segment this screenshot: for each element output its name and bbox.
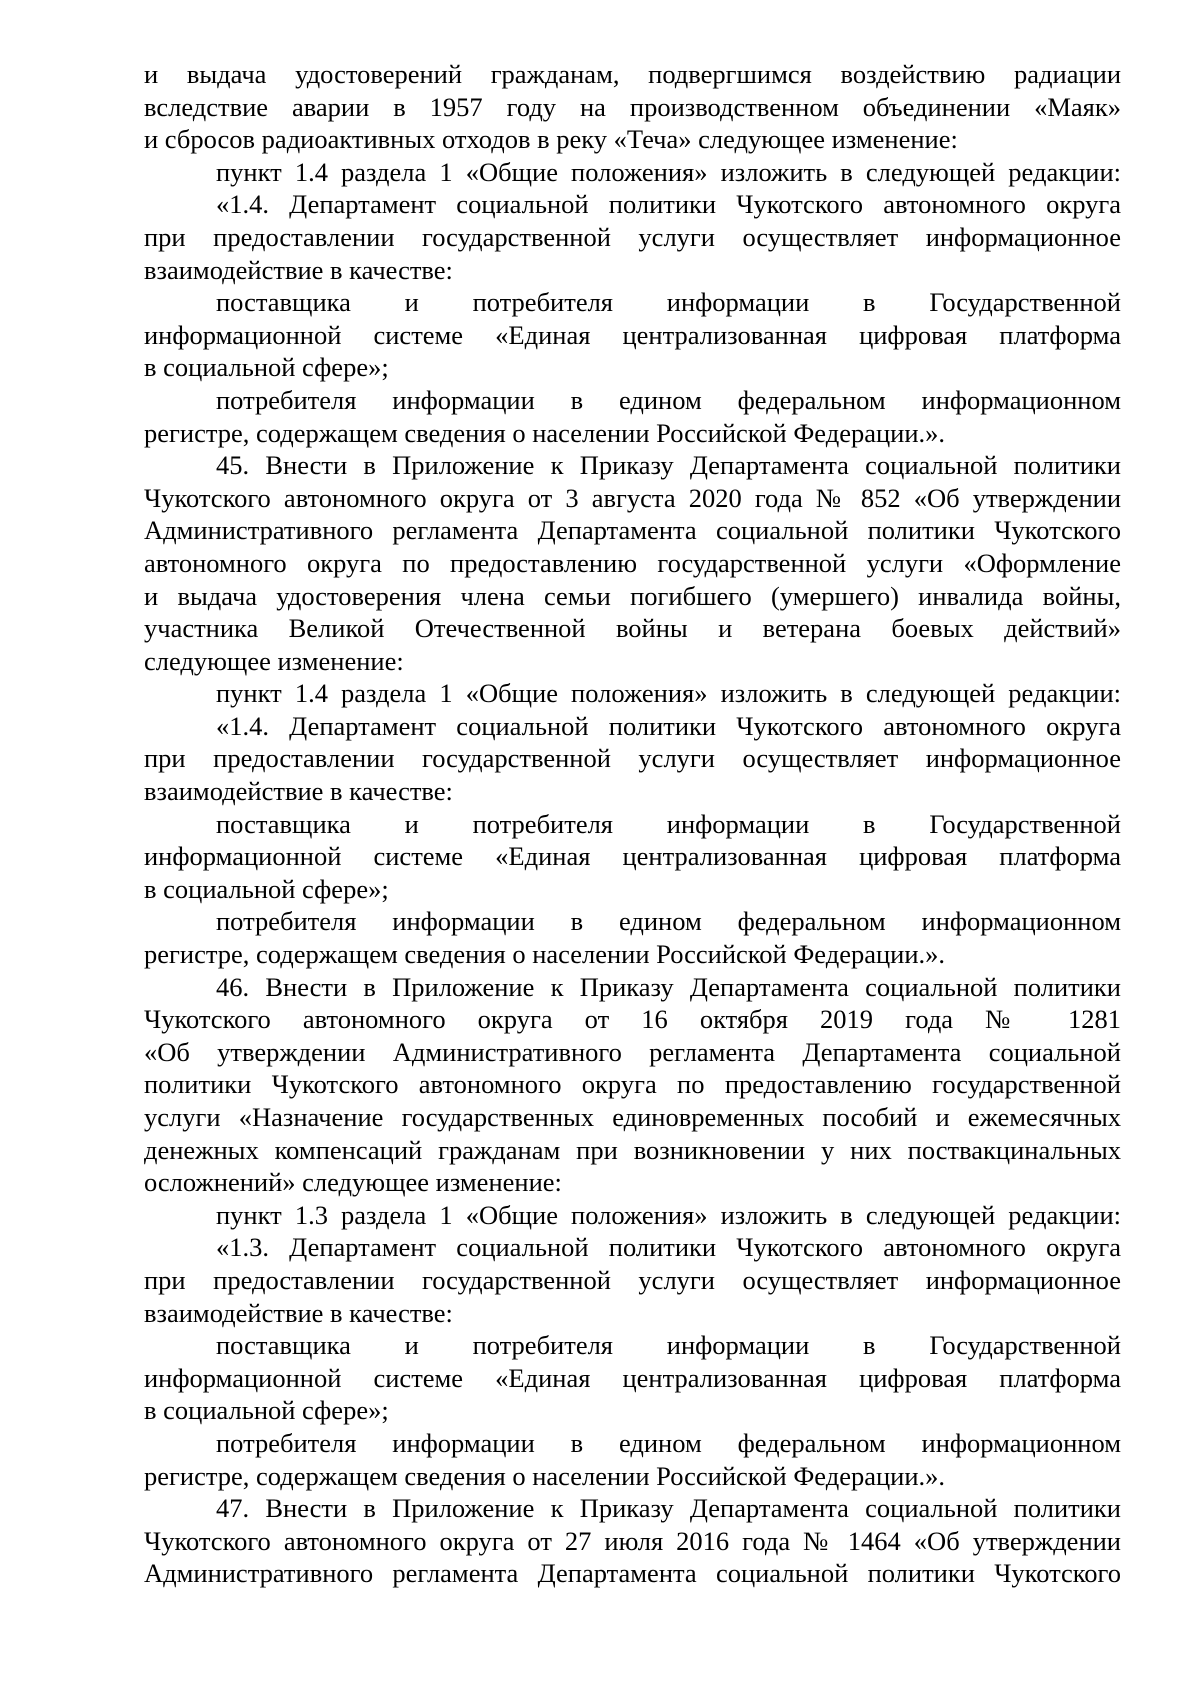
text-line: поставщика и потребителя информации в Государственной xyxy=(216,287,1121,318)
text-line: политики Чукотского автономного округа по предоставлению государственной xyxy=(144,1069,1121,1100)
text-line: следующее изменение: xyxy=(144,645,404,676)
text-line: при предоставлении государственной услуги осуществляет информационное xyxy=(144,743,1121,774)
text-line: 45. Внести в Приложение к Приказу Департамента социальной политики xyxy=(216,450,1121,481)
text-line: информационной системе «Единая централизованная цифровая платформа xyxy=(144,319,1121,350)
text-line: потребителя информации в едином федеральном информационном xyxy=(216,1427,1121,1458)
text-line: поставщика и потребителя информации в Государственной xyxy=(216,808,1121,839)
text-line: услуги «Назначение государственных единовременных пособий и ежемесячных xyxy=(144,1102,1121,1132)
text-line: в социальной сфере»; xyxy=(144,1395,389,1426)
text-line: 47. Внести в Приложение к Приказу Департамента социальной политики xyxy=(216,1493,1121,1524)
text-line: информационной системе «Единая централизованная цифровая платформа xyxy=(144,841,1121,872)
text-line: денежных компенсаций гражданам при возникновении у них поствакцинальных xyxy=(144,1134,1121,1165)
text-line: регистре, содержащем сведения о населении Российской Федерации.». xyxy=(144,939,946,970)
text-line: пункт 1.4 раздела 1 «Общие положения» изложить в следующей редакции: xyxy=(216,678,1121,709)
text-line: поставщика и потребителя информации в Государственной xyxy=(216,1330,1121,1361)
text-line: пункт 1.3 раздела 1 «Общие положения» изложить в следующей редакции: xyxy=(216,1199,1121,1230)
text-line: взаимодействие в качестве: xyxy=(144,776,453,807)
text-line: Чукотского автономного округа от 16 октября 2019 года № 1281 xyxy=(144,1004,1121,1035)
text-line: участника Великой Отечественной войны и ветерана боевых действий» xyxy=(144,613,1121,644)
text-line: и сбросов радиоактивных отходов в реку «Теча» следующее изменение: xyxy=(144,124,958,155)
text-line: регистре, содержащем сведения о населении Российской Федерации.». xyxy=(144,417,946,448)
text-line: «1.4. Департамент социальной политики Чукотского автономного округа xyxy=(216,710,1121,741)
text-line: взаимодействие в качестве: xyxy=(144,254,453,285)
document-body-text xyxy=(144,58,1121,1590)
text-line: «1.3. Департамент социальной политики Чукотского автономного округа xyxy=(216,1232,1121,1263)
text-line: регистре, содержащем сведения о населении Российской Федерации.». xyxy=(144,1460,946,1491)
text-line: и выдача удостоверения члена семьи погибшего (умершего) инвалида войны, xyxy=(144,580,1121,611)
text-line: 46. Внести в Приложение к Приказу Департамента социальной политики xyxy=(216,971,1121,1002)
text-line: Чукотского автономного округа от 3 августа 2020 года № 852 «Об утверждении xyxy=(144,482,1121,513)
text-line: «1.4. Департамент социальной политики Чукотского автономного округа xyxy=(216,189,1121,220)
text-line: и выдача удостоверений гражданам, подвергшимся воздействию радиации xyxy=(144,59,1121,89)
text-line: пункт 1.4 раздела 1 «Общие положения» изложить в следующей редакции: xyxy=(216,156,1121,187)
text-line: при предоставлении государственной услуги осуществляет информационное xyxy=(144,1264,1121,1295)
text-line: потребителя информации в едином федеральном информационном xyxy=(216,384,1121,415)
text-line: информационной системе «Единая централизованная цифровая платформа xyxy=(144,1362,1121,1393)
text-line: Чукотского автономного округа от 27 июля 2016 года № 1464 «Об утверждении xyxy=(144,1525,1121,1556)
text-line: вследствие аварии в 1957 году на производственном объединении «Маяк» xyxy=(144,91,1121,122)
text-line: потребителя информации в едином федеральном информационном xyxy=(216,906,1121,937)
text-line: автономного округа по предоставлению государственной услуги «Оформление xyxy=(144,547,1121,578)
text-line: взаимодействие в качестве: xyxy=(144,1297,453,1328)
text-line: «Об утверждении Административного регламента Департамента социальной xyxy=(144,1036,1121,1067)
text-line: Административного регламента Департамента социальной политики Чукотского xyxy=(144,515,1121,546)
text-line: Административного регламента Департамента социальной политики Чукотского xyxy=(144,1558,1121,1589)
text-line: при предоставлении государственной услуги осуществляет информационное xyxy=(144,221,1121,252)
text-line: в социальной сфере»; xyxy=(144,352,389,383)
text-line: в социальной сфере»; xyxy=(144,873,389,904)
text-line: осложнений» следующее изменение: xyxy=(144,1167,562,1198)
